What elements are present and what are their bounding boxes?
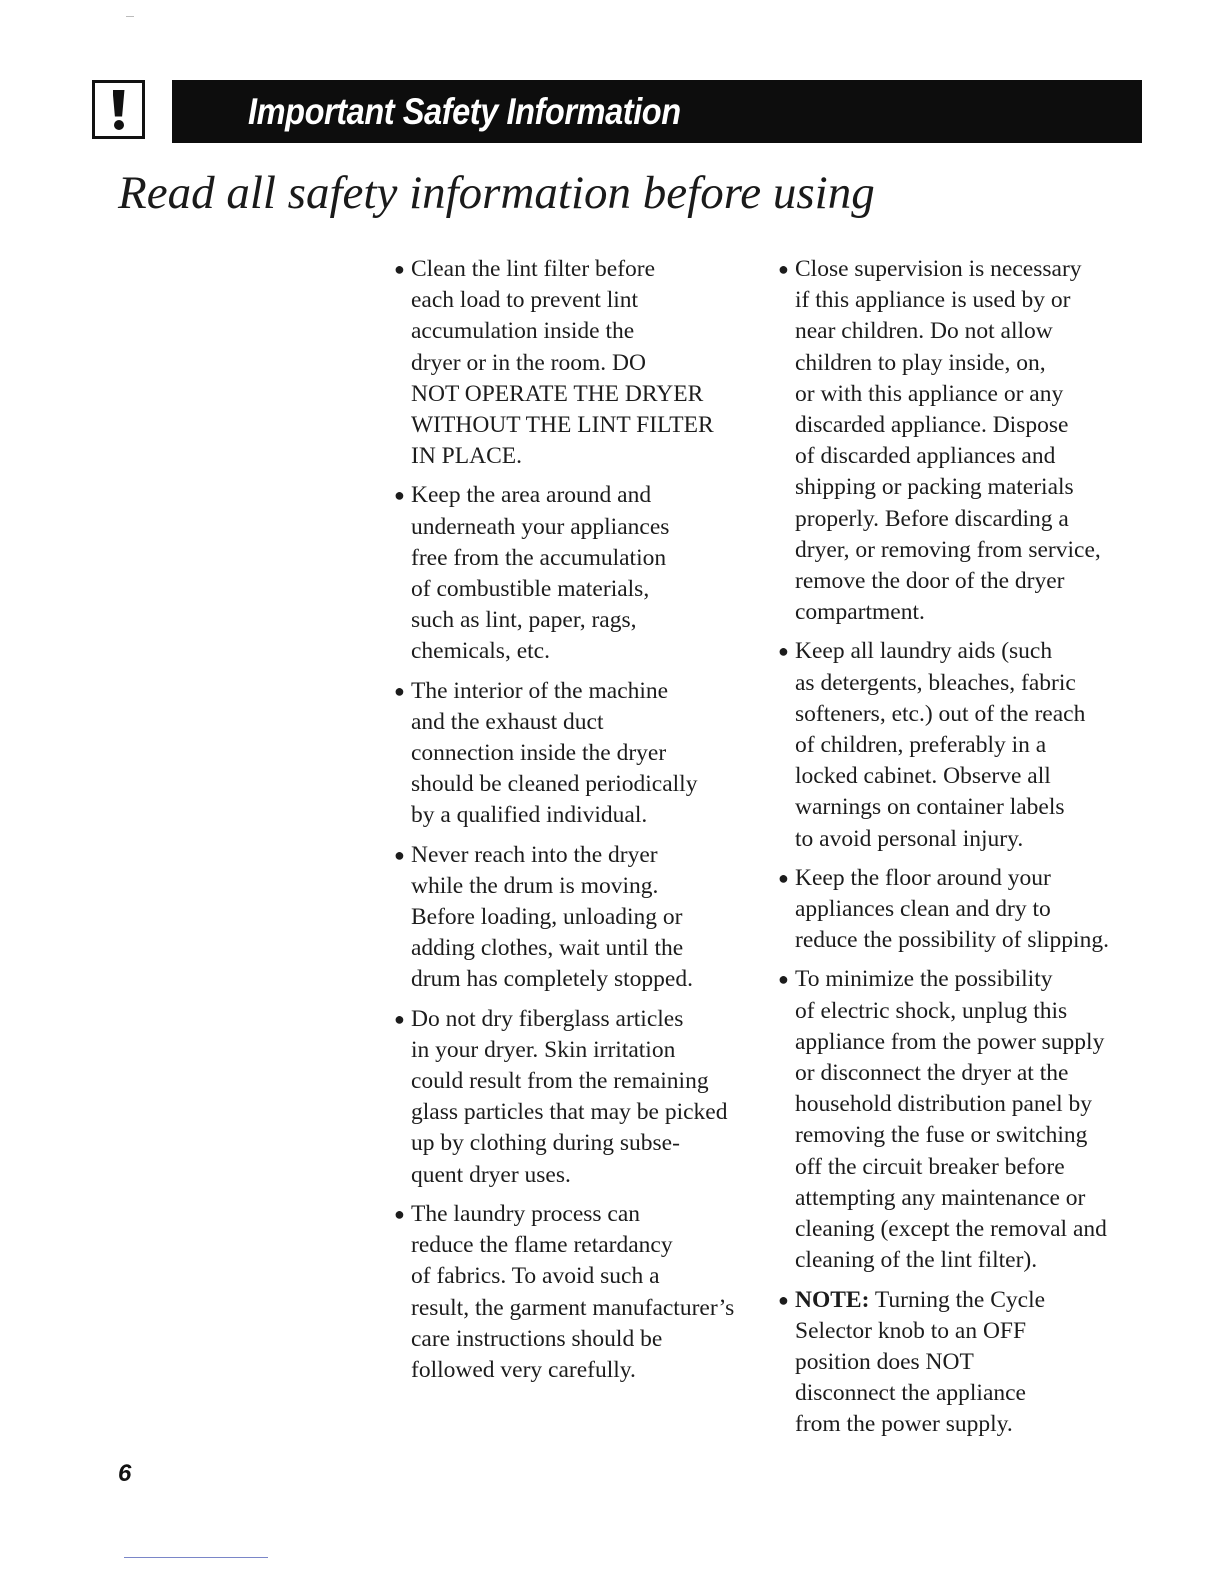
item-text-line: cleaning of the lint filter). [795, 1247, 1038, 1274]
page-subtitle: Read all safety information before using [118, 167, 875, 219]
safety-item [392, 840, 762, 996]
item-text-line: softeners, etc.) out of the reach [795, 700, 1086, 727]
item-text-line: Selector knob to an OFF [795, 1317, 1027, 1344]
item-text-line: followed very carefully. [411, 1356, 636, 1383]
item-text-line: of children, preferably in a [795, 732, 1047, 759]
bullet-icon: ● [778, 1289, 789, 1310]
item-text-line [795, 1285, 1144, 1316]
item-text-line: drum has completely stopped. [411, 966, 693, 993]
item-text-line: should be cleaned periodically [411, 771, 698, 798]
item-text-line: locked cabinet. Observe all [795, 763, 1051, 790]
item-text-line: discarded appliance. Dispose [795, 412, 1069, 439]
page-number: 6 [118, 1460, 132, 1487]
item-text-line: from the power supply. [795, 1411, 1013, 1438]
item-text-line: glass particles that may be picked [411, 1099, 728, 1126]
left-column [392, 254, 762, 1394]
item-text-line: as detergents, bleaches, fabric [795, 669, 1076, 696]
item-text-line: Keep the area around and [411, 482, 652, 509]
item-text-line: in your dryer. Skin irritation [411, 1036, 676, 1063]
item-text-line: adding clothes, wait until the [411, 935, 684, 962]
item-text-line: properly. Before discarding a [795, 505, 1069, 532]
item-text-line: children to play inside, on, [795, 349, 1046, 376]
section-header-bar [172, 80, 1142, 143]
item-text-line: underneath your appliances [411, 513, 670, 540]
safety-item [776, 863, 1144, 957]
safety-item [392, 1004, 762, 1191]
bullet-icon: ● [394, 680, 405, 701]
bullet-icon: ● [778, 641, 789, 662]
item-text-line: shipping or packing materials [795, 474, 1074, 501]
safety-item [392, 1199, 762, 1386]
item-text-line: reduce the flame retardancy [411, 1232, 673, 1259]
bullet-icon: ● [394, 844, 405, 865]
item-text-line: dryer or in the room. DO [411, 349, 646, 376]
item-text-line: by a qualified individual. [411, 802, 648, 829]
bullet-icon: ● [778, 259, 789, 279]
item-text-line: free from the accumulation [411, 544, 667, 571]
bullet-icon: ● [394, 1203, 405, 1224]
right-column [776, 254, 1144, 1449]
item-text-line: chemicals, etc. [411, 638, 550, 665]
item-text-line: or with this appliance or any [795, 380, 1064, 407]
item-text-line: could result from the remaining [411, 1068, 709, 1095]
scan-mark [126, 16, 134, 17]
item-text-line: position does NOT [795, 1348, 974, 1375]
item-text-line: of combustible materials, [411, 576, 650, 603]
bullet-icon: ● [394, 259, 405, 279]
section-title: Important Safety Information [248, 90, 681, 132]
item-text-line: compartment. [795, 599, 925, 626]
item-text-line: attempting any maintenance or [795, 1184, 1086, 1211]
item-text-line: Before loading, unloading or [411, 904, 683, 931]
safety-item [776, 1285, 1144, 1441]
bullet-icon: ● [778, 867, 789, 888]
safety-item [392, 254, 762, 472]
item-text-line: to avoid personal injury. [795, 825, 1024, 852]
item-text-line: if this appliance is used by or [795, 287, 1071, 314]
item-text-line: Close supervision is necessary [795, 256, 1082, 282]
item-text-line: cleaning (except the removal and [795, 1216, 1107, 1243]
item-text-line: Never reach into the dryer [411, 841, 658, 868]
item-text-line: accumulation inside the [411, 318, 635, 345]
item-text-line: off the circuit breaker before [795, 1153, 1065, 1180]
item-text-line: up by clothing during subse- [411, 1130, 680, 1157]
item-text-line: care instructions should be [411, 1325, 663, 1352]
item-text-line: household distribution panel by [795, 1091, 1092, 1118]
item-text-line: of fabrics. To avoid such a [411, 1263, 660, 1290]
item-text-line: such as lint, paper, rags, [411, 607, 637, 634]
item-text-line: of discarded appliances and [795, 443, 1056, 470]
item-text-line: The interior of the machine [411, 677, 669, 704]
warning-icon-box [92, 80, 145, 139]
item-text-line: connection inside the dryer [411, 740, 667, 767]
item-text-line: Keep all laundry aids (such [795, 638, 1053, 665]
item-text-line: while the drum is moving. [411, 872, 659, 899]
exclamation-icon [113, 90, 125, 130]
item-text-line: appliance from the power supply [795, 1028, 1105, 1055]
safety-item [776, 964, 1144, 1276]
item-text-line: reduce the possibility of slipping. [795, 927, 1109, 954]
item-text-line: near children. Do not allow [795, 318, 1053, 345]
safety-item [392, 480, 762, 667]
item-text-line: warnings on container labels [795, 794, 1065, 821]
item-text-line: dryer, or removing from service, [795, 536, 1101, 563]
bullet-icon: ● [778, 969, 789, 990]
footer-rule [124, 1557, 268, 1558]
item-text-line: WITHOUT THE LINT FILTER [411, 412, 714, 439]
item-text-line: quent dryer uses. [411, 1161, 571, 1188]
bullet-icon: ● [394, 485, 405, 506]
safety-item [776, 636, 1144, 854]
item-text-line: each load to prevent lint [411, 287, 639, 314]
item-text-line: The laundry process can [411, 1200, 641, 1227]
item-text-line: appliances clean and dry to [795, 896, 1051, 923]
item-text-line: NOT OPERATE THE DRYER [411, 380, 704, 407]
bullet-icon: ● [394, 1008, 405, 1029]
item-text-line: Keep the floor around your [795, 864, 1051, 891]
item-text-line: removing the fuse or switching [795, 1122, 1088, 1149]
item-text-line: disconnect the appliance [795, 1380, 1026, 1407]
item-text-line: result, the garment manufacturer’s [411, 1294, 735, 1321]
item-text-line: Clean the lint filter before [411, 256, 656, 282]
safety-item [392, 676, 762, 832]
item-text-line: remove the door of the dryer [795, 568, 1065, 595]
item-text-line: IN PLACE. [411, 443, 522, 470]
item-text-line: and the exhaust duct [411, 708, 604, 735]
item-text-line: or disconnect the dryer at the [795, 1060, 1069, 1087]
item-text-line: Do not dry fiberglass articles [411, 1005, 684, 1032]
note-text: Turning the Cycle [869, 1286, 1046, 1313]
item-text-line: To minimize the possibility [795, 966, 1053, 993]
safety-item [776, 254, 1144, 628]
note-label: NOTE: [795, 1286, 870, 1313]
item-text-line: of electric shock, unplug this [795, 997, 1068, 1024]
